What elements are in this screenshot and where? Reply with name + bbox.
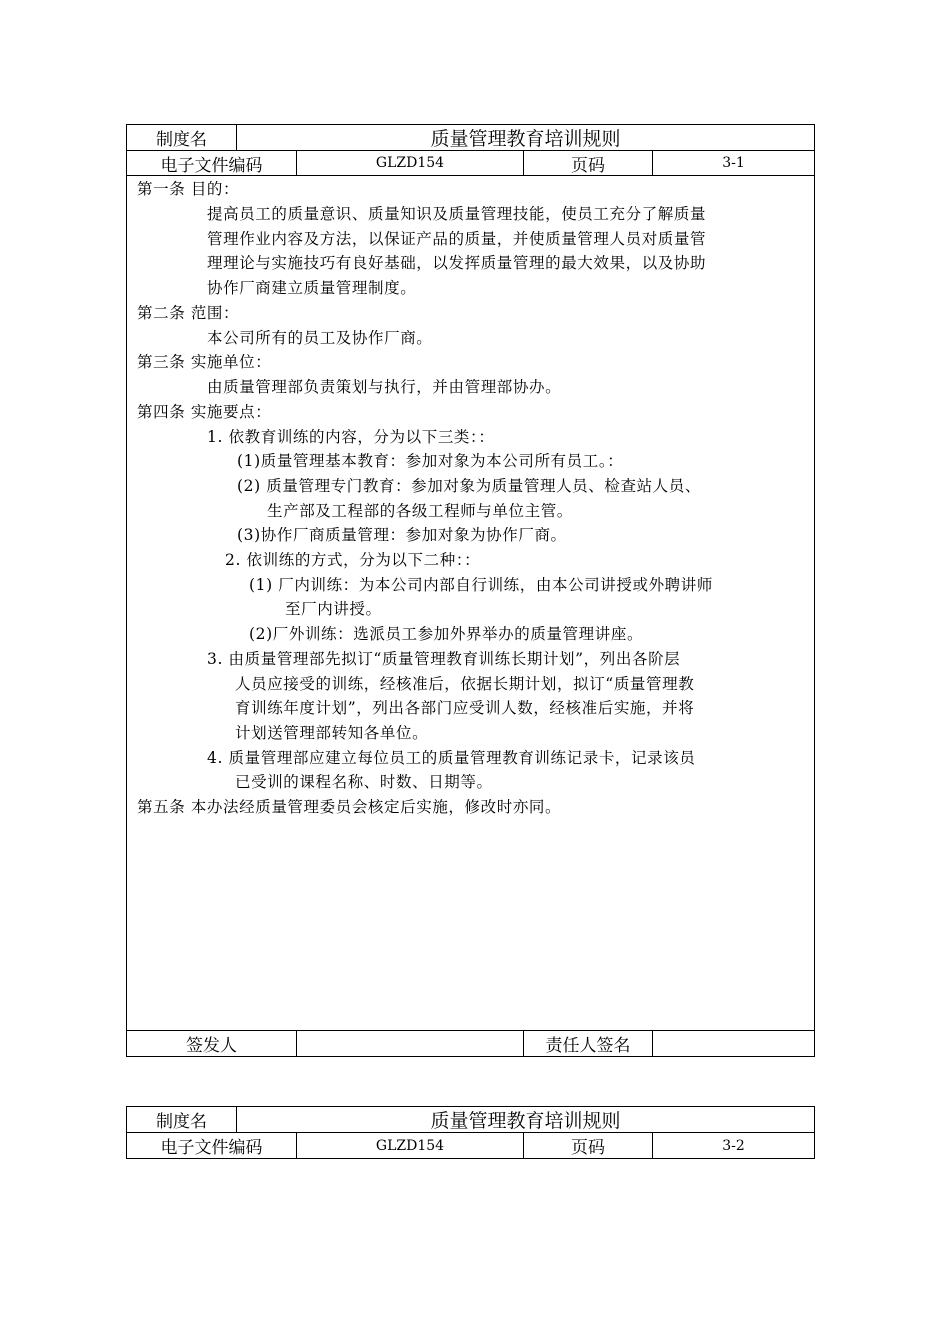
name-label: 制度名 <box>156 1112 207 1132</box>
responsible-field[interactable] <box>652 1031 814 1056</box>
code-label: 电子文件编码 <box>160 1138 263 1158</box>
signer-label: 签发人 <box>186 1036 237 1056</box>
header-row-code <box>127 151 814 176</box>
article-4-subitem: (3)协作厂商质量管理：参加对象为协作厂商。 <box>237 526 567 544</box>
article-4-subitem: 生产部及工程部的各级工程师与单位主管。 <box>267 502 573 520</box>
document-title: 质量管理教育培训规则 <box>236 125 814 150</box>
article-1-text: 管理作业内容及方法，以保证产品的质量，并使质量管理人员对质量管 <box>207 230 707 248</box>
page-value: 3-2 <box>652 1133 814 1158</box>
article-3-heading: 第三条 实施单位： <box>137 353 272 371</box>
article-4-item: 4. 质量管理部应建立每位员工的质量管理教育训练记录卡，记录该员 <box>207 749 696 767</box>
article-4-subitem: (2) 质量管理专门教育：参加对象为质量管理人员、检查站人员、 <box>237 477 701 495</box>
name-label: 制度名 <box>156 130 207 150</box>
signature-row <box>127 1031 814 1056</box>
article-4-subitem: (2)厂外训练：选派员工参加外界举办的质量管理讲座。 <box>249 625 644 643</box>
article-4-item: 2. 依训练的方式，分为以下二种：： <box>225 551 481 569</box>
header-row-code <box>127 1133 814 1158</box>
article-4-item: 1. 依教育训练的内容，分为以下三类：： <box>207 428 495 446</box>
page2-table <box>126 1106 815 1159</box>
article-4-item: 人员应接受的训练，经核准后，依据长期计划，拟订“质量管理教 <box>235 675 695 693</box>
code-label: 电子文件编码 <box>160 155 263 176</box>
article-1-heading: 第一条 目的： <box>137 180 240 198</box>
article-4-item: 计划送管理部转知各单位。 <box>235 724 429 742</box>
article-1-text: 协作厂商建立质量管理制度。 <box>207 279 417 297</box>
article-4-item: 3. 由质量管理部先拟订“质量管理教育训练长期计划”，列出各阶层 <box>207 650 681 668</box>
article-2-text: 本公司所有的员工及协作厂商。 <box>207 329 433 347</box>
signer-field[interactable] <box>296 1031 523 1056</box>
regulation-body <box>127 176 814 1031</box>
page-label: 页码 <box>523 151 652 175</box>
article-1-text: 理理论与实施技巧有良好基础，以发挥质量管理的最大效果，以及协助 <box>207 254 707 272</box>
article-5: 第五条 本办法经质量管理委员会核定后实施，修改时亦同。 <box>137 798 562 816</box>
article-4-item: 已受训的课程名称、时数、日期等。 <box>235 773 493 791</box>
page-label: 页码 <box>523 1133 652 1158</box>
page1-table <box>126 124 815 1057</box>
article-4-subitem: 至厂内讲授。 <box>285 600 382 618</box>
article-4-item: 育训练年度计划”，列出各部门应受训人数，经核准后实施，并将 <box>235 699 695 717</box>
page-value: 3-1 <box>652 151 814 175</box>
code-value: GLZD154 <box>296 151 523 175</box>
responsible-label: 责任人签名 <box>523 1031 652 1056</box>
header-row-name <box>127 125 814 151</box>
code-value: GLZD154 <box>296 1133 523 1158</box>
document-title: 质量管理教育培训规则 <box>236 1107 814 1132</box>
article-2-heading: 第二条 范围： <box>137 304 240 322</box>
article-4-heading: 第四条 实施要点： <box>137 403 272 421</box>
article-4-subitem: (1)质量管理基本教育：参加对象为本公司所有员工。： <box>237 452 624 470</box>
header-row-name <box>127 1107 814 1133</box>
article-3-text: 由质量管理部负责策划与执行，并由管理部协办。 <box>207 378 562 396</box>
article-4-subitem: (1) 厂内训练：为本公司内部自行训练，由本公司讲授或外聘讲师 <box>249 576 713 594</box>
article-1-text: 提高员工的质量意识、质量知识及质量管理技能，使员工充分了解质量 <box>207 205 707 223</box>
